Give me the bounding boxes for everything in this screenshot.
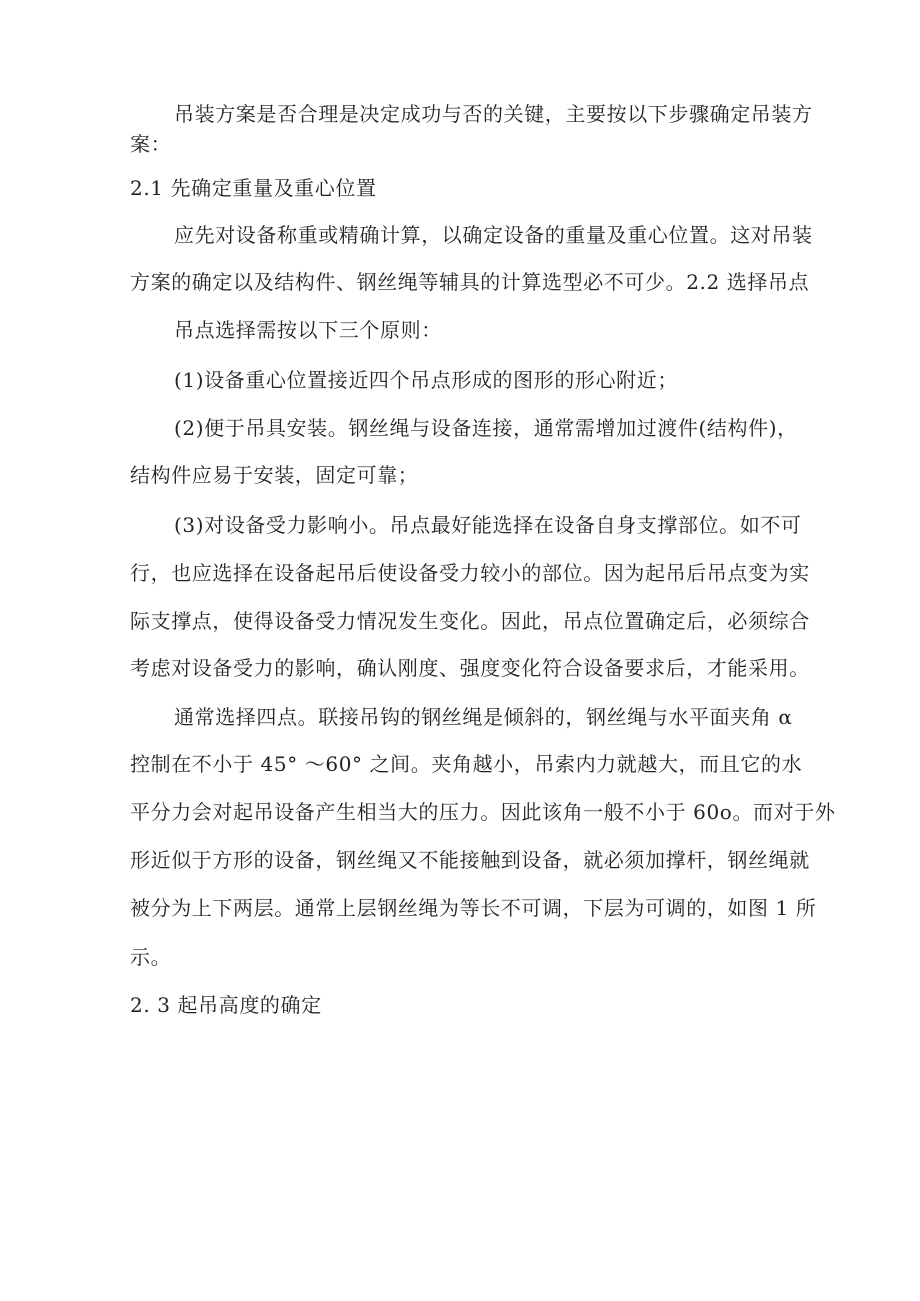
paragraph-line: 通常选择四点。联接吊钩的钢丝绳是倾斜的，钢丝绳与水平面夹角 α <box>174 705 793 729</box>
section-heading: 2.1 先确定重量及重心位置 <box>130 176 377 200</box>
paragraph-line: 控制在不小于 45° ～60° 之间。夹角越小，吊索内力就越大，而且它的水 <box>130 752 803 776</box>
list-item: (2)便于吊具安装。钢丝绳与设备连接，通常需增加过渡件(结构件)， <box>174 416 798 440</box>
paragraph-line: 示。 <box>130 945 172 969</box>
paragraph-line: 行，也应选择在设备起吊后使设备受力较小的部位。因为起吊后吊点变为实 <box>130 561 810 585</box>
section-heading: 2. 3 起吊高度的确定 <box>130 993 322 1017</box>
paragraph-line: 应先对设备称重或精确计算，以确定设备的重量及重心位置。这对吊装 <box>174 223 813 247</box>
paragraph-line: 吊点选择需按以下三个原则： <box>174 318 442 342</box>
paragraph-line: 际支撑点，使得设备受力情况发生变化。因此，吊点位置确定后，必须综合 <box>130 609 810 633</box>
list-item: (1)设备重心位置接近四个吊点形成的图形的形心附近； <box>174 368 678 392</box>
paragraph-line: 平分力会对起吊设备产生相当大的压力。因此该角一般不小于 60o。而对于外 <box>130 800 836 824</box>
paragraph-line: 被分为上下两层。通常上层钢丝绳为等长不可调，下层为可调的，如图 1 所 <box>130 896 817 920</box>
paragraph-line: 吊装方案是否合理是决定成功与否的关键，主要按以下步骤确定吊装方 <box>174 102 813 126</box>
paragraph-line: 方案的确定以及结构件、钢丝绳等辅具的计算选型必不可少。2.2 选择吊点 <box>130 270 810 294</box>
paragraph-line: 案： <box>130 132 172 156</box>
paragraph-line: 结构件应易于安装，固定可靠； <box>130 463 419 487</box>
paragraph-line: 形近似于方形的设备，钢丝绳又不能接触到设备，就必须加撑杆，钢丝绳就 <box>130 848 810 872</box>
list-item: (3)对设备受力影响小。吊点最好能选择在设备自身支撑部位。如不可 <box>174 513 802 537</box>
paragraph-line: 考虑对设备受力的影响，确认刚度、强度变化符合设备要求后，才能采用。 <box>130 656 810 680</box>
